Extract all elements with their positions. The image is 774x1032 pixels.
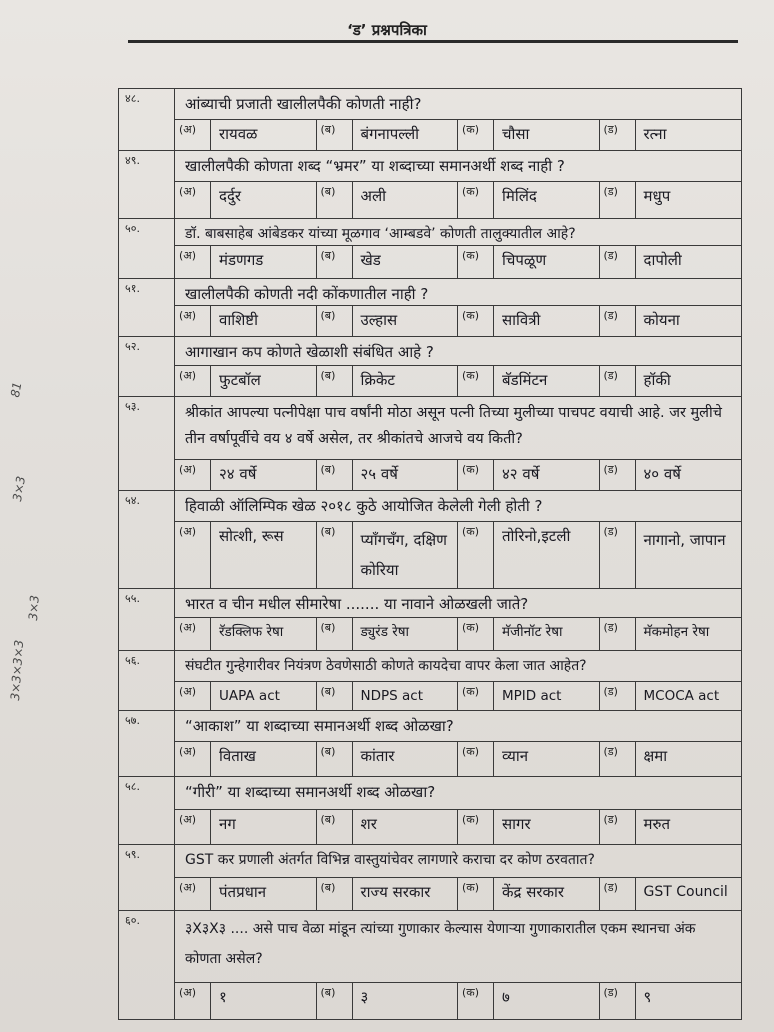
question-50 [118,218,742,278]
option-a[interactable] [175,742,317,776]
option-text: बंगनापल्ली [353,120,459,150]
question-58 [118,776,742,844]
option-b[interactable] [317,366,459,396]
question-54 [118,490,742,588]
question-number: ५८. [119,777,175,844]
option-text: GST Council [643,884,728,900]
option-label: (ब) [317,120,353,150]
option-label: (अ) [175,810,211,844]
option-label: (ड) [600,983,636,1019]
option-a[interactable] [175,618,317,650]
option-d[interactable] [600,742,742,776]
option-a[interactable] [175,878,317,910]
option-label: (अ) [175,742,211,776]
option-label: (क) [458,246,494,278]
option-label: (क) [458,306,494,336]
option-label: (अ) [175,460,211,490]
option-label: (ड) [600,182,636,218]
option-c[interactable] [458,182,600,218]
option-text: ३ [353,983,459,1019]
option-text: MCOCA act [643,688,720,704]
option-text: मरुत [643,815,670,833]
option-c[interactable] [458,618,600,650]
option-text: शर [353,810,459,844]
option-label: (अ) [175,246,211,278]
question-number: ४९. [119,151,175,218]
question-number: ५७. [119,711,175,776]
option-text: २५ वर्षे [353,460,459,490]
question-number: ४८. [119,89,175,150]
option-text: कांतार [353,742,459,776]
option-label: (ड) [600,120,636,150]
option-a[interactable] [175,460,317,490]
question-56 [118,650,742,710]
option-label: (ब) [317,460,353,490]
option-d[interactable] [600,618,742,650]
question-text: खालीलपैकी कोणती नदी कोंकणातील नाही ? [185,285,429,303]
option-b[interactable] [317,182,459,218]
options-row [175,459,741,490]
option-a[interactable] [175,120,317,150]
option-b[interactable] [317,306,459,336]
options-row [175,681,741,710]
options-row [175,877,741,910]
option-text: राज्य सरकार [353,878,459,910]
option-text: UAPA act [211,682,317,710]
options-row [175,305,741,336]
option-text: रत्ना [643,125,667,143]
option-label: (क) [458,182,494,218]
options-row [175,365,741,396]
option-b[interactable] [317,742,459,776]
option-label: (ब) [317,810,353,844]
option-text: फुटबॉल [211,366,317,396]
option-text: मिलिंद [494,182,600,218]
option-b[interactable] [317,522,459,588]
question-60 [118,910,742,1020]
option-text: मॅजीनॉट रेषा [494,618,600,650]
option-text: NDPS act [353,682,459,710]
question-text: आगाखान कप कोणते खेळाशी संबंधित आहे ? [185,343,434,361]
option-label: (क) [458,682,494,710]
question-text: भारत व चीन मधील सीमारेषा ....... या नावाने ओळखली जाते? [185,595,529,613]
margin-note: 3×3 [10,475,29,503]
options-row [175,741,741,776]
option-text: मॅकमोहन रेषा [643,624,710,640]
options-row [175,617,741,650]
question-text: खालीलपैकी कोणता शब्द “भ्रमर” या शब्दाच्या समानअर्थी शब्द नाही ? [185,157,565,175]
question-number: ५६. [119,651,175,710]
question-number: ५५. [119,589,175,650]
option-text: नागानो, जापान [643,531,726,549]
option-label: (क) [458,460,494,490]
option-text: सोत्शी, रूस [211,522,317,588]
option-text: प्यॉंगचँग, दक्षिण कोरिया [353,522,459,588]
option-label: (ड) [600,306,636,336]
option-a[interactable] [175,366,317,396]
option-c[interactable] [458,522,600,588]
option-text: बॅडमिंटन [494,366,600,396]
option-c[interactable] [458,742,600,776]
option-text: तोरिनो,इटली [494,522,600,588]
option-label: (क) [458,120,494,150]
option-label: (ड) [600,522,636,588]
option-text: रॅडक्लिफ रेषा [211,618,317,650]
option-d[interactable] [600,306,742,336]
option-d[interactable] [600,120,742,150]
options-row [175,521,741,588]
option-label: (ड) [600,810,636,844]
option-text: मधुप [643,187,671,205]
option-text: हॉकी [643,371,671,389]
option-text: चौसा [494,120,600,150]
option-c[interactable] [458,120,600,150]
option-d[interactable] [600,810,742,844]
option-d[interactable] [600,460,742,490]
option-c[interactable] [458,878,600,910]
question-text: आंब्याची प्रजाती खालीलपैकी कोणती नाही? [185,95,422,113]
option-text: खेड [353,246,459,278]
question-number: ६०. [119,911,175,1019]
option-text: रायवळ [211,120,317,150]
option-text: दापोली [643,251,682,269]
option-b[interactable] [317,246,459,278]
margin-note: 81 [8,380,25,399]
option-a[interactable] [175,682,317,710]
option-text: ७ [494,983,600,1019]
option-a[interactable] [175,182,317,218]
option-d[interactable] [600,522,742,588]
question-number: ५४. [119,491,175,588]
option-text: सागर [494,810,600,844]
option-c[interactable] [458,366,600,396]
options-row [175,809,741,844]
option-text: कोयना [643,311,680,329]
option-label: (ब) [317,366,353,396]
option-label: (अ) [175,182,211,218]
option-label: (क) [458,522,494,588]
option-c[interactable] [458,460,600,490]
option-a[interactable] [175,522,317,588]
question-text: डॉ. बाबसाहेब आंबेडकर यांच्या मूळगाव ‘आम्बडवे’ कोणती तालुक्यातील आहे? [185,226,576,242]
option-c[interactable] [458,983,600,1019]
option-label: (क) [458,366,494,396]
option-label: (ब) [317,182,353,218]
question-text: “गीरी” या शब्दाच्या समानअर्थी शब्द ओळखा? [185,783,436,801]
option-label: (ड) [600,618,636,650]
question-number: ५२. [119,337,175,396]
question-text: ३X३X३ .... असे पाच वेळा मांडून त्यांच्या गुणाकार केल्यास येणाऱ्या गुणाकारातील एकम स्थानचा अंक कोणता असेल? [185,921,696,967]
option-label: (अ) [175,983,211,1019]
options-row [175,982,741,1019]
option-text: १ [211,983,317,1019]
option-d[interactable] [600,878,742,910]
option-text: वाशिष्टी [211,306,317,336]
question-text: संघटीत गुन्हेगारीवर नियंत्रण ठेवणेसाठी कोणते कायदेचा वापर केला जात आहेत? [185,658,587,674]
option-c[interactable] [458,306,600,336]
option-label: (अ) [175,306,211,336]
option-d[interactable] [600,182,742,218]
question-57 [118,710,742,776]
option-label: (ब) [317,682,353,710]
option-text: पंतप्रधान [211,878,317,910]
option-text: ४२ वर्षे [494,460,600,490]
option-text: २४ वर्षे [211,460,317,490]
question-48 [118,88,742,150]
option-label: (ब) [317,983,353,1019]
option-b[interactable] [317,120,459,150]
question-52 [118,336,742,396]
option-label: (अ) [175,682,211,710]
question-number: ५३. [119,397,175,490]
question-number: ५१. [119,279,175,336]
option-label: (अ) [175,366,211,396]
margin-note: 3×3 [26,594,42,621]
question-number: ५९. [119,845,175,910]
option-label: (ड) [600,682,636,710]
option-text: क्षमा [643,747,668,765]
options-row [175,181,741,218]
option-b[interactable] [317,460,459,490]
option-text: केंद्र सरकार [494,878,600,910]
option-label: (ड) [600,742,636,776]
option-b[interactable] [317,878,459,910]
option-a[interactable] [175,306,317,336]
option-label: (अ) [175,878,211,910]
option-label: (क) [458,810,494,844]
question-55 [118,588,742,650]
question-49 [118,150,742,218]
question-53 [118,396,742,490]
option-label: (ब) [317,618,353,650]
option-b[interactable] [317,682,459,710]
question-text: श्रीकांत आपल्या पत्नीपेक्षा पाच वर्षांनी मोठा असून पत्नी तिच्या मुलीच्या पाचपट वयाची आहे. जर मुलीचे तीन वर्षापूर्वीचे वय ४ वर्षे असेल, तर श्रीकांतचे आजचे वय किती? [185,405,722,447]
option-text: ९ [643,988,652,1006]
option-label: (ड) [600,460,636,490]
option-text: क्रिकेट [353,366,459,396]
option-label: (क) [458,618,494,650]
margin-note: 3×3×3×3 [8,639,27,701]
option-text: चिपळूण [494,246,600,278]
option-d[interactable] [600,366,742,396]
option-text: नग [211,810,317,844]
option-b[interactable] [317,810,459,844]
option-label: (ड) [600,246,636,278]
option-text: मंडणगड [211,246,317,278]
option-text: अली [353,182,459,218]
option-text: विताख [211,742,317,776]
option-label: (ब) [317,742,353,776]
option-text: व्यान [494,742,600,776]
page-header: ‘ड’ प्रश्नपत्रिका [347,21,427,39]
option-label: (अ) [175,522,211,588]
option-a[interactable] [175,246,317,278]
option-text: दर्दुर [211,182,317,218]
question-59 [118,844,742,910]
option-label: (ड) [600,366,636,396]
option-label: (अ) [175,618,211,650]
option-a[interactable] [175,810,317,844]
question-number: ५०. [119,219,175,278]
option-text: उल्हास [353,306,459,336]
option-text: ड्युरंड रेषा [353,618,459,650]
option-label: (ब) [317,306,353,336]
option-d[interactable] [600,682,742,710]
option-text: ४० वर्षे [643,465,681,483]
option-a[interactable] [175,983,317,1019]
option-d[interactable] [600,246,742,278]
option-label: (ब) [317,522,353,588]
option-c[interactable] [458,810,600,844]
question-text: “आकाश” या शब्दाच्या समानअर्थी शब्द ओळखा? [185,717,454,735]
option-c[interactable] [458,682,600,710]
question-text: GST कर प्रणाली अंतर्गत विभिन्न वास्तुयांचेवर लागणारे कराचा दर कोण ठरवतात? [185,852,595,868]
question-text: हिवाळी ऑलिम्पिक खेळ २०१८ कुठे आयोजित केलेली गेली होती ? [185,497,543,515]
option-text: MPID act [494,682,600,710]
option-label: (क) [458,983,494,1019]
option-label: (क) [458,742,494,776]
options-row [175,245,741,278]
header-divider [128,40,738,43]
option-b[interactable] [317,983,459,1019]
option-d[interactable] [600,983,742,1019]
option-label: (ड) [600,878,636,910]
option-label: (क) [458,878,494,910]
options-row [175,119,741,150]
option-b[interactable] [317,618,459,650]
option-c[interactable] [458,246,600,278]
question-51 [118,278,742,336]
option-label: (अ) [175,120,211,150]
option-label: (ब) [317,246,353,278]
option-label: (ब) [317,878,353,910]
option-text: सावित्री [494,306,600,336]
